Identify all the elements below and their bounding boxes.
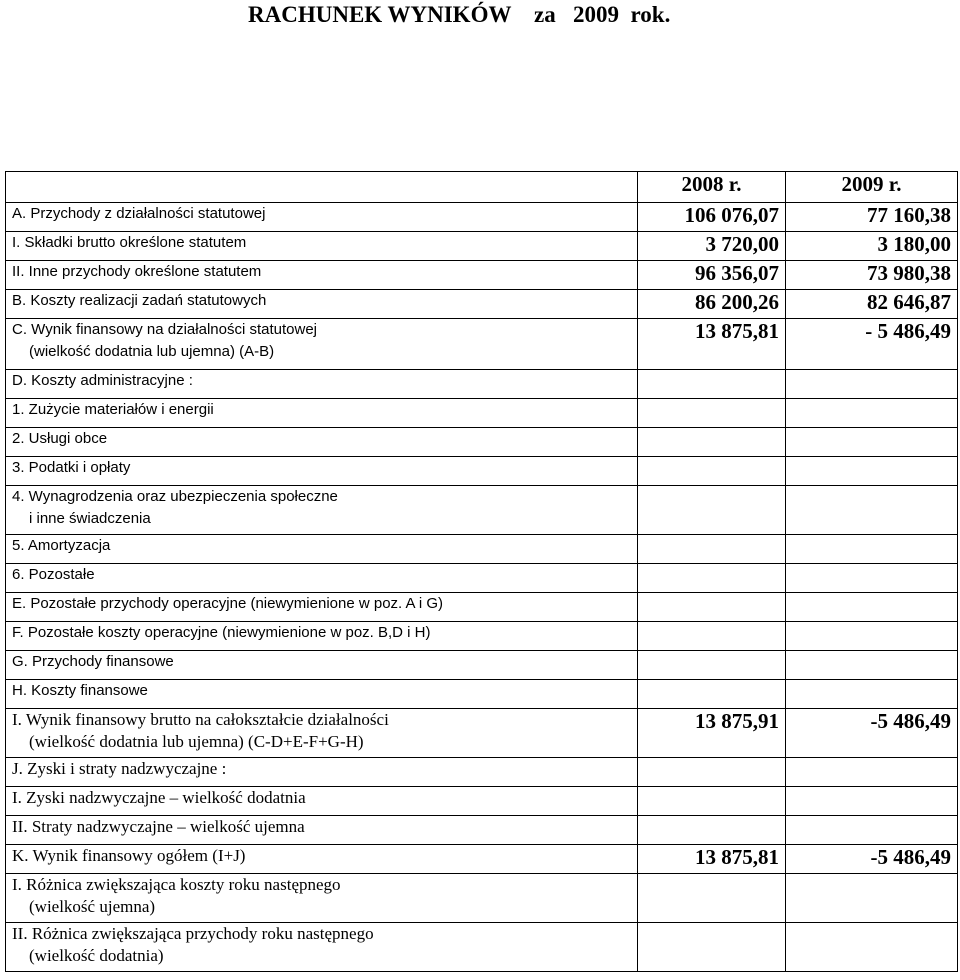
row-label [6,203,638,232]
value-2009 [786,874,958,923]
row-label-line1: 2. Usługi obce [12,430,108,447]
value-2009 [786,787,958,816]
row-label-line1: E. Pozostałe przychody operacyjne (niewymienione w poz. A i G) [12,595,444,612]
row-label [6,399,638,428]
table-row [6,680,958,709]
row-label-line1: 1. Zużycie materiałów i energii [12,401,214,418]
row-label-line2: (wielkość dodatnia) [29,946,164,965]
row-label [6,874,638,923]
value-2009 [786,399,958,428]
header-row [6,172,958,203]
row-label [6,290,638,319]
value-2009 [786,564,958,593]
table-row [6,923,958,972]
table-row [6,203,958,232]
table-row [6,261,958,290]
value-2009 [786,680,958,709]
row-label [6,680,638,709]
document-title: RACHUNEK WYNIKÓW za 2009 rok. [248,2,671,27]
value-2008 [638,370,786,399]
row-label-line1: K. Wynik finansowy ogółem (I+J) [12,846,246,865]
value-2009: - 5 486,49 [786,319,958,370]
row-label [6,622,638,651]
row-label [6,232,638,261]
table-row [6,399,958,428]
value-2008 [638,564,786,593]
row-label [6,845,638,874]
row-label [6,457,638,486]
row-label-line1: 6. Pozostałe [12,566,95,583]
row-label-line1: B. Koszty realizacji zadań statutowych [12,292,267,309]
value-2008: 13 875,81 [638,845,786,874]
row-label [6,758,638,787]
value-2008: 106 076,07 [638,203,786,232]
income-statement-body [6,172,958,972]
table-row [6,651,958,680]
table-row [6,845,958,874]
row-label [6,370,638,399]
table-row [6,535,958,564]
row-label-line1: A. Przychody z działalności statutowej [12,205,266,222]
table-row [6,622,958,651]
table-row [6,319,958,370]
value-2009 [786,457,958,486]
row-label-line2: i inne świadczenia [29,510,151,527]
value-2009: 73 980,38 [786,261,958,290]
value-2009 [786,370,958,399]
row-label-line1: C. Wynik finansowy na działalności statutowej [12,321,318,338]
value-2008: 96 356,07 [638,261,786,290]
value-2008: 86 200,26 [638,290,786,319]
row-label-line1: 5. Amortyzacja [12,537,111,554]
value-2009: 3 180,00 [786,232,958,261]
value-2009: 77 160,38 [786,203,958,232]
value-2009 [786,923,958,972]
value-2008: 3 720,00 [638,232,786,261]
income-statement-table [5,171,958,972]
row-label [6,319,638,370]
header-label-cell [6,172,638,203]
column-header-2009: 2009 r. [786,172,958,203]
row-label-line1: G. Przychody finansowe [12,653,174,670]
row-label-line1: I. Zyski nadzwyczajne – wielkość dodatnia [12,788,306,807]
row-label-line1: D. Koszty administracyjne : [12,372,193,389]
value-2008 [638,593,786,622]
row-label [6,651,638,680]
value-2008 [638,457,786,486]
table-row [6,290,958,319]
value-2008 [638,399,786,428]
value-2008 [638,874,786,923]
row-label [6,428,638,457]
table-row [6,232,958,261]
row-label-line1: 4. Wynagrodzenia oraz ubezpieczenia społeczne [12,488,338,505]
table-row [6,457,958,486]
value-2008 [638,486,786,535]
row-label-line1: I. Składki brutto określone statutem [12,234,247,251]
table-row [6,370,958,399]
table-row [6,428,958,457]
table-row [6,593,958,622]
row-label [6,816,638,845]
row-label-line1: I. Wynik finansowy brutto na całokształcie działalności [12,710,389,729]
value-2009 [786,758,958,787]
row-label [6,535,638,564]
column-header-2008: 2008 r. [638,172,786,203]
row-label [6,709,638,758]
value-2008 [638,680,786,709]
value-2008 [638,816,786,845]
value-2008 [638,923,786,972]
value-2008 [638,535,786,564]
value-2009: 82 646,87 [786,290,958,319]
row-label [6,486,638,535]
row-label-line1: H. Koszty finansowe [12,682,148,699]
table-row [6,486,958,535]
row-label-line1: F. Pozostałe koszty operacyjne (niewymienione w poz. B,D i H) [12,624,431,641]
value-2009 [786,428,958,457]
value-2008 [638,428,786,457]
value-2009 [786,651,958,680]
row-label [6,261,638,290]
value-2008 [638,787,786,816]
value-2009 [786,535,958,564]
value-2008: 13 875,91 [638,709,786,758]
row-label-line1: II. Straty nadzwyczajne – wielkość ujemna [12,817,305,836]
row-label [6,593,638,622]
row-label-line1: J. Zyski i straty nadzwyczajne : [12,759,227,778]
value-2008 [638,758,786,787]
value-2009 [786,622,958,651]
value-2009: -5 486,49 [786,845,958,874]
value-2008: 13 875,81 [638,319,786,370]
row-label-line1: 3. Podatki i opłaty [12,459,131,476]
row-label [6,564,638,593]
row-label [6,923,638,972]
table-row [6,787,958,816]
row-label-line1: II. Inne przychody określone statutem [12,263,262,280]
row-label-line2: (wielkość ujemna) [29,897,156,916]
row-label-line1: II. Różnica zwiększająca przychody roku następnego [12,924,374,943]
value-2009: -5 486,49 [786,709,958,758]
value-2009 [786,816,958,845]
value-2009 [786,593,958,622]
row-label-line2: (wielkość dodatnia lub ujemna) (A-B) [29,343,275,360]
value-2009 [786,486,958,535]
value-2008 [638,622,786,651]
table-row [6,564,958,593]
table-row [6,758,958,787]
table-row [6,709,958,758]
table-row [6,874,958,923]
row-label-line1: I. Różnica zwiększająca koszty roku następnego [12,875,341,894]
value-2008 [638,651,786,680]
table-row [6,816,958,845]
row-label [6,787,638,816]
row-label-line2: (wielkość dodatnia lub ujemna) (C-D+E-F+G-H) [29,732,364,751]
